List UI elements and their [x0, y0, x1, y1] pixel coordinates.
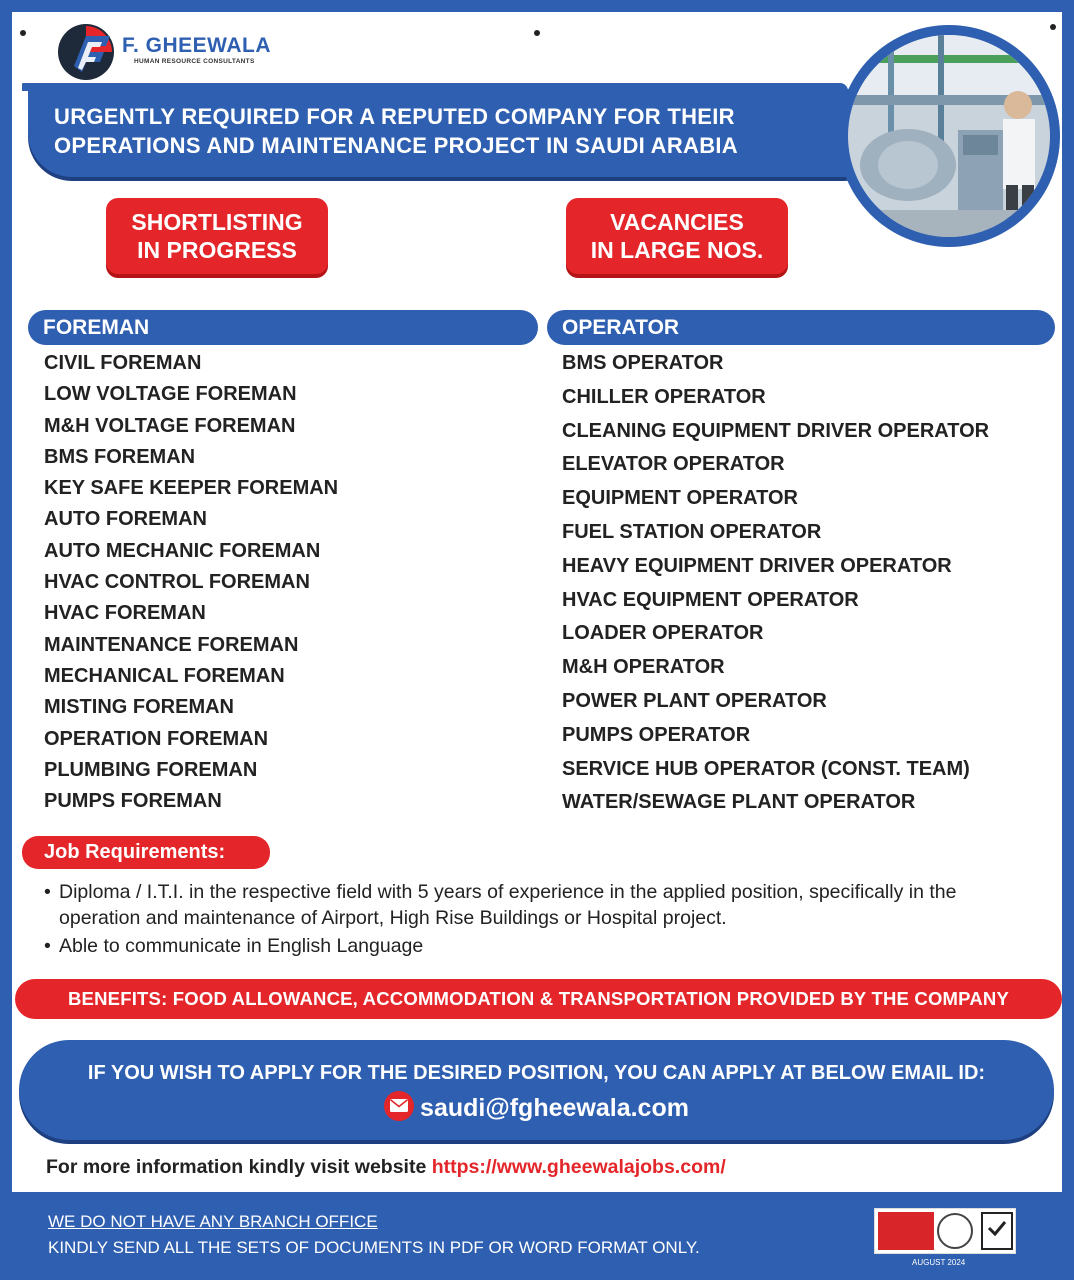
list-item: M&H VOLTAGE FOREMAN	[44, 414, 296, 437]
headline-line-2: OPERATIONS AND MAINTENANCE PROJECT IN SAUDI ARABIA	[54, 133, 738, 158]
website-line	[46, 1156, 726, 1179]
requirements-list	[44, 880, 1004, 963]
list-item: BMS FOREMAN	[44, 445, 196, 468]
vacancies-line-1: VACANCIES	[610, 209, 744, 235]
branch-office-notice: WE DO NOT HAVE ANY BRANCH OFFICE	[48, 1212, 378, 1231]
vacancies-line-2: IN LARGE NOS.	[590, 237, 764, 263]
foreman-heading: FOREMAN	[28, 310, 538, 345]
shortlisting-line-2: IN PROGRESS	[137, 237, 297, 263]
list-item: HVAC EQUIPMENT OPERATOR	[562, 588, 859, 611]
list-item: M&H OPERATOR	[562, 656, 725, 679]
list-item: OPERATION FOREMAN	[44, 727, 269, 750]
company-tagline: HUMAN RESOURCE CONSULTANTS	[134, 58, 255, 65]
bureau-veritas-logo-icon	[878, 1212, 934, 1250]
ukas-logo-icon	[981, 1212, 1013, 1250]
list-item: PUMPS FOREMAN	[44, 790, 222, 813]
mail-icon	[384, 1091, 414, 1121]
job-requirements-label: Job Requirements:	[22, 836, 270, 869]
pin-dot	[20, 30, 26, 36]
headline-line-1: URGENTLY REQUIRED FOR A REPUTED COMPANY FOR THEIR	[54, 104, 735, 129]
apply-panel	[19, 1040, 1054, 1140]
list-item: ELEVATOR OPERATOR	[562, 453, 785, 476]
list-item: HVAC CONTROL FOREMAN	[44, 571, 310, 594]
list-item: EQUIPMENT OPERATOR	[562, 487, 798, 510]
list-item: WATER/SEWAGE PLANT OPERATOR	[562, 791, 916, 814]
document-format-notice: KINDLY SEND ALL THE SETS OF DOCUMENTS IN PDF OR WORD FORMAT ONLY.	[48, 1238, 700, 1257]
list-item: LOW VOLTAGE FOREMAN	[44, 383, 297, 406]
list-item: CIVIL FOREMAN	[44, 352, 202, 374]
list-item: POWER PLANT OPERATOR	[562, 689, 827, 712]
certification-logos	[874, 1208, 1016, 1254]
pin-dot	[534, 30, 540, 36]
list-item: BMS OPERATOR	[562, 352, 724, 374]
facility-photo	[838, 25, 1060, 247]
list-item: PUMPS OPERATOR	[562, 723, 751, 746]
company-logo-icon	[56, 22, 116, 82]
apply-instruction: IF YOU WISH TO APPLY FOR THE DESIRED POSITION, YOU CAN APPLY AT BELOW EMAIL ID:	[87, 1062, 986, 1084]
vacancies-badge	[566, 198, 788, 274]
certification-seal-icon	[937, 1213, 973, 1249]
list-item: SERVICE HUB OPERATOR (CONST. TEAM)	[562, 757, 970, 780]
industrial-plant-illustration	[848, 35, 1050, 237]
website-link[interactable]: https://www.gheewalajobs.com/	[431, 1156, 726, 1178]
certification-date: AUGUST 2024	[912, 1258, 966, 1267]
list-item: FUEL STATION OPERATOR	[562, 520, 822, 543]
shortlisting-badge	[106, 198, 328, 274]
list-item: MISTING FOREMAN	[44, 696, 234, 719]
shortlisting-line-1: SHORTLISTING	[131, 209, 303, 235]
list-item: AUTO FOREMAN	[44, 508, 207, 531]
list-item: KEY SAFE KEEPER FOREMAN	[44, 477, 339, 500]
operator-heading: OPERATOR	[547, 310, 1055, 345]
headline	[54, 102, 854, 160]
email-link[interactable]: saudi@fgheewala.com	[420, 1094, 689, 1122]
list-item: HVAC FOREMAN	[44, 602, 206, 625]
list-item: LOADER OPERATOR	[562, 622, 764, 645]
list-item: HEAVY EQUIPMENT DRIVER OPERATOR	[562, 554, 952, 577]
email-row	[19, 1094, 1054, 1124]
website-prefix: For more information kindly visit website	[46, 1156, 427, 1178]
list-item: CLEANING EQUIPMENT DRIVER OPERATOR	[562, 419, 990, 442]
list-item: AUTO MECHANIC FOREMAN	[44, 539, 321, 562]
operator-list	[562, 349, 989, 822]
pin-dot	[1050, 24, 1056, 30]
benefits-banner: BENEFITS: FOOD ALLOWANCE, ACCOMMODATION & TRANSPORTATION PROVIDED BY THE COMPANY	[15, 979, 1062, 1019]
requirement-item: • Able to communicate in English Language	[44, 934, 1004, 960]
foreman-list	[44, 349, 338, 818]
requirement-item: • Diploma / I.T.I. in the respective field with 5 years of experience in the applied position, specifically in the operation and maintenance of Airport, High Rise Buildings or Hospital project.	[44, 880, 1004, 931]
list-item: MAINTENANCE FOREMAN	[44, 633, 299, 656]
list-item: MECHANICAL FOREMAN	[44, 664, 285, 687]
list-item: PLUMBING FOREMAN	[44, 758, 258, 781]
list-item: CHILLER OPERATOR	[562, 385, 766, 408]
company-name: F. GHEEWALA	[122, 34, 272, 57]
